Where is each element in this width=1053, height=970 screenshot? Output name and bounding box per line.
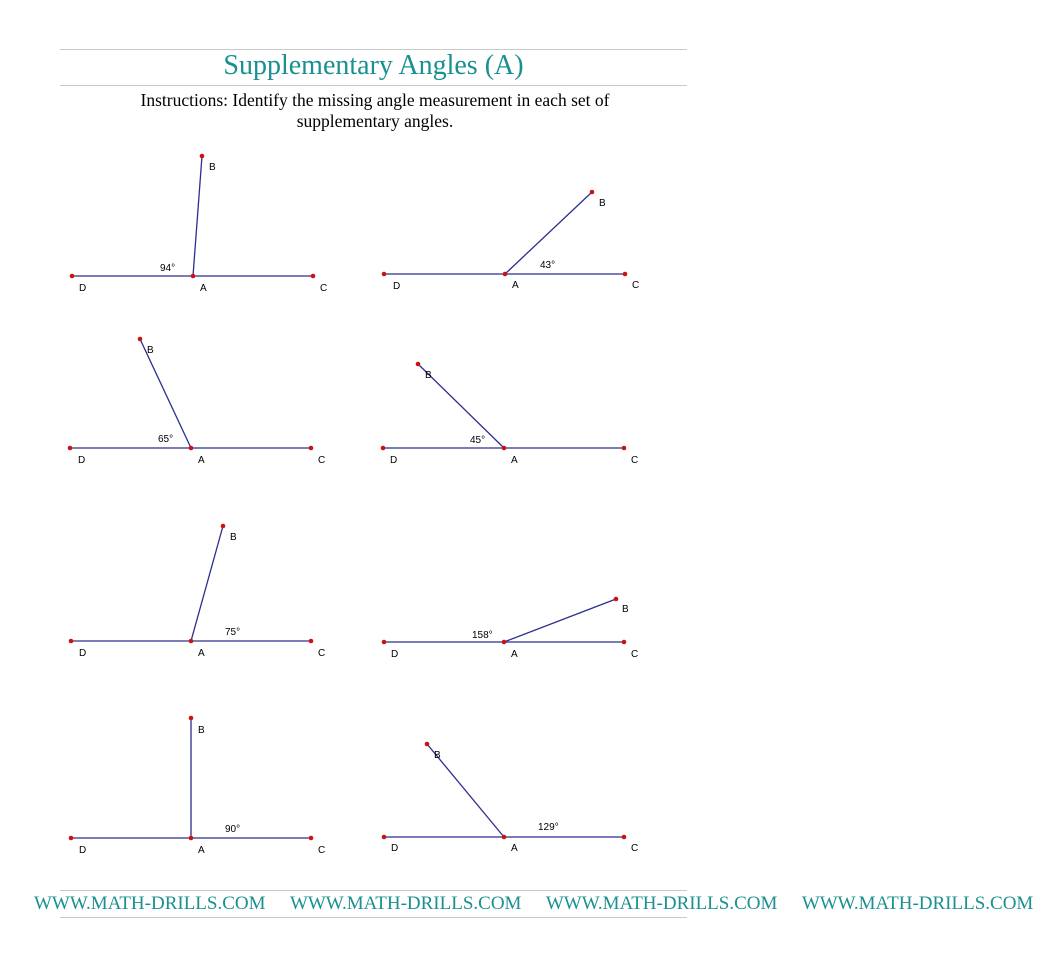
point-a <box>502 835 507 840</box>
point-c <box>311 274 316 279</box>
point-b <box>614 597 619 602</box>
label-a: A <box>511 843 518 854</box>
point-c <box>309 446 314 451</box>
label-b: B <box>622 604 629 615</box>
point-d <box>382 835 387 840</box>
angle-measure: 65° <box>158 434 174 445</box>
footer-text: WWW.MATH-DRILLS.COM <box>34 893 266 914</box>
point-a <box>191 274 196 279</box>
label-d: D <box>79 648 87 659</box>
label-a: A <box>198 455 205 466</box>
point-b <box>590 190 595 195</box>
footer-track <box>34 893 1053 915</box>
label-b: B <box>425 370 432 381</box>
label-b: B <box>599 198 606 209</box>
label-a: A <box>511 455 518 466</box>
label-a: A <box>198 845 205 856</box>
label-d: D <box>79 845 87 856</box>
label-c: C <box>318 455 326 466</box>
point-d <box>69 836 74 841</box>
angle-measure: 94° <box>160 263 176 274</box>
label-d: D <box>390 455 398 466</box>
point-a <box>502 446 507 451</box>
point-d <box>382 272 387 277</box>
point-a <box>502 640 507 645</box>
point-d <box>70 274 75 279</box>
point-b <box>425 742 430 747</box>
label-c: C <box>631 649 639 660</box>
point-c <box>622 640 627 645</box>
point-a <box>189 446 194 451</box>
angle-measure: 90° <box>225 824 241 835</box>
label-d: D <box>393 281 401 292</box>
page-title: Supplementary Angles (A) <box>223 50 524 81</box>
ray-ab <box>191 526 223 641</box>
angle-measure: 158° <box>472 630 493 641</box>
label-b: B <box>209 162 216 173</box>
label-c: C <box>320 283 328 294</box>
footer-top-rule <box>60 890 687 891</box>
instructions: Instructions: Identify the missing angle measurement in each set of supplementary angles. <box>140 90 610 131</box>
point-d <box>69 639 74 644</box>
point-c <box>309 836 314 841</box>
label-d: D <box>78 455 86 466</box>
label-d: D <box>79 283 87 294</box>
point-d <box>68 446 73 451</box>
footer-text: WWW.MATH-DRILLS.COM <box>801 893 1034 914</box>
point-b <box>221 524 226 529</box>
point-a <box>189 836 194 841</box>
angle-measure: 75° <box>225 627 241 638</box>
label-c: C <box>318 845 326 856</box>
footer-bottom-rule <box>60 917 687 918</box>
point-b <box>200 154 205 159</box>
point-c <box>622 446 627 451</box>
footer-text: WWW.MATH-DRILLS.COM <box>545 893 778 914</box>
label-a: A <box>200 283 207 294</box>
point-d <box>381 446 386 451</box>
label-b: B <box>230 532 237 543</box>
angle-measure: 129° <box>538 822 559 833</box>
point-a <box>503 272 508 277</box>
label-d: D <box>391 843 399 854</box>
angle-measure: 43° <box>540 260 556 271</box>
label-c: C <box>631 455 639 466</box>
label-a: A <box>511 649 518 660</box>
label-c: C <box>318 648 326 659</box>
label-c: C <box>632 280 640 291</box>
ray-ab <box>193 156 202 276</box>
footer-text: WWW.MATH-DRILLS.COM <box>289 893 522 914</box>
label-a: A <box>198 648 205 659</box>
ray-ab <box>504 599 616 642</box>
label-b: B <box>147 345 154 356</box>
label-c: C <box>631 843 639 854</box>
point-b <box>416 362 421 367</box>
label-b: B <box>434 750 441 761</box>
label-d: D <box>391 649 399 660</box>
point-c <box>622 835 627 840</box>
label-a: A <box>512 280 519 291</box>
point-b <box>138 337 143 342</box>
label-b: B <box>198 725 205 736</box>
point-d <box>382 640 387 645</box>
point-c <box>623 272 628 277</box>
angle-measure: 45° <box>470 435 486 446</box>
footer <box>34 893 1034 917</box>
point-c <box>309 639 314 644</box>
point-b <box>189 716 194 721</box>
point-a <box>189 639 194 644</box>
